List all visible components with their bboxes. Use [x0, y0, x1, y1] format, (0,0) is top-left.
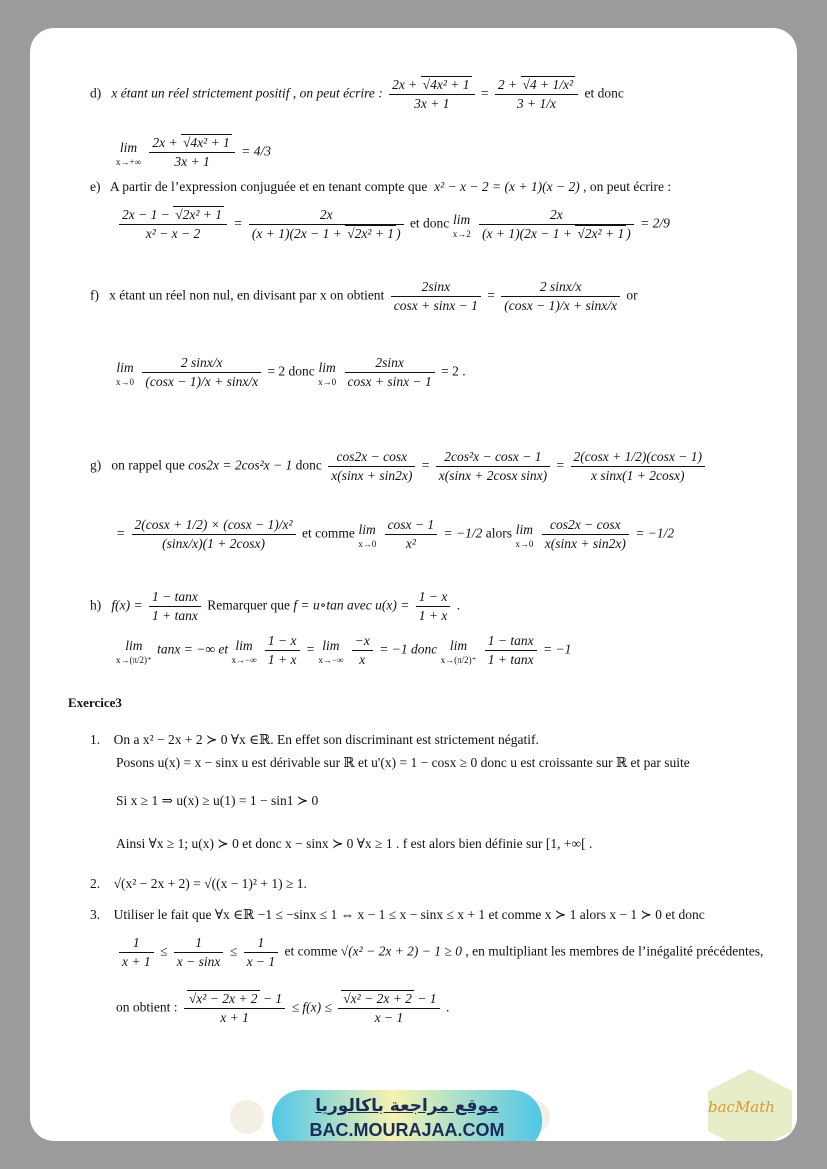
limit-operator: lim x→2 — [452, 211, 471, 239]
fraction: $\frac{1}{x - \sin x}$ — [174, 934, 224, 971]
item-label: d) — [90, 85, 102, 101]
fraction: $\frac{2x}{\text{(x + 1)(2x − 1 + √ 2x² + 1 )}}$ — [479, 206, 634, 243]
item-d-limit: lim x→+∞ $\frac{\text{2x + √ 4x² + 1}}{3x + 1}$ = 4/3 — [116, 134, 271, 171]
limit-operator: lim x→0 — [318, 359, 337, 387]
fraction: $\frac{2\sin x}{\cos x + \sin x - 1}$ — [345, 354, 435, 391]
limit-result: = −1/2 — [635, 525, 675, 541]
item-h: h) f(x) = $\frac{1 - \tan x}{1 + \tan x}$ Remarquer que f = u∘tan avec u(x) = $\frac{1 - x}{1 + x}$ . — [90, 589, 461, 623]
identity: cos2x = 2cos²x − 1 — [188, 457, 293, 473]
item-f-or: or — [626, 287, 638, 303]
item-f-intro: x étant un réel non nul, en divisant par x on obtient — [109, 287, 385, 303]
fraction: $\frac{\text{2x + √ 4x² + 1}}{3x + 1}$ — [389, 76, 474, 113]
ex3-item1-line1 — [90, 731, 539, 749]
fraction: $\frac{\text{2x + √ 4x² + 1}}{3x + 1}$ — [149, 134, 234, 171]
fraction: $\frac{2 \sin x/x}{(\cos x - 1)/x + \sin x/x}$ — [142, 354, 261, 391]
identity: x² − x − 2 = (x + 1)(x − 2) — [434, 179, 580, 194]
item-g-limit: = $\frac{\text{2(cosx + 1/2) × (cosx − 1)/x²}}{(\sin x/x)(1 + 2\cos x)}$ et comme lim x→0 $\frac{\cos x - 1}{\text{x²}}$ = −1/2 alors lim x→0 $\frac{\cos 2x - \cos x}{x(\sin x + \sin 2x)}$ = −1/2 — [116, 517, 675, 551]
banner-site-url: BAC.MOURAJAA.COM — [309, 1120, 505, 1140]
item-e-formula: $\frac{\text{2x − 1 − √ 2x² + 1}}{\text{x² − x − 2}}$ = $\frac{2x}{\text{(x + 1)(2x − 1 + √ 2x² + 1 )}}$ et donc lim x→2 $\frac{2x}{\text{(x + 1)(2x − 1 + √ 2x² + 1 )}}$ = 2/9 — [116, 206, 670, 243]
fraction: $\frac{1}{x + 1}$ — [119, 934, 154, 971]
item-f-eq: = 2 donc — [267, 363, 315, 379]
fraction: $\frac{1 - \tan x}{1 + \tan x}$ — [485, 632, 537, 669]
bacmath-badge — [700, 1066, 797, 1141]
limit-result: 2/9 — [652, 215, 670, 231]
item-label: g) — [90, 457, 102, 473]
item-h-remark: Remarquer que — [207, 597, 291, 613]
item-d: d) x étant un réel strictement positif , on peut écrire : $\frac{\text{2x + √ 4x² + 1}}{3x + 1}$ = $\frac{\text{2 + √ 4 + 1/x²}}{3 + 1/x}$ et donc — [90, 76, 624, 113]
item-number: 2. — [90, 876, 101, 891]
ex3-i3-text1: Utiliser le fait que ∀x ∈ℝ −1 ≤ −sinx ≤ 1 ⇔ x − 1 ≤ x − sinx ≤ x + 1 et comme x ≻ 1 alors x − 1 ≻ 0 et donc — [113, 907, 705, 922]
ex3-item1-line3: Si x ≥ 1 ⇒ u(x) ≥ u(1) = 1 − sin1 ≻ 0 — [116, 793, 319, 808]
banner-arabic-text: موقع مراجعة باكالوريا — [315, 1096, 499, 1116]
ex3-i3-fx: ≤ f(x) ≤ — [291, 999, 332, 1015]
limit-operator: lim x→−∞ — [318, 637, 344, 665]
item-number: 3. — [90, 907, 101, 922]
item-e-intro: A partir de l’expression conjuguée et en tenant compte que — [109, 179, 428, 194]
fraction: $\frac{1 - \tan x}{1 + \tan x}$ — [149, 588, 201, 625]
fraction: $\frac{\text{2cos²x − cosx − 1}}{\text{x(sinx + 2cosx sinx)}}$ — [436, 448, 550, 485]
fraction: $\frac{2\sin x}{\cos x + \sin x - 1}$ — [391, 278, 481, 315]
fraction: $\frac{-x}{x}$ — [352, 632, 373, 669]
limit-result: = −1/2 — [443, 525, 483, 541]
book-logo-icon — [230, 1100, 264, 1134]
item-f-end: = 2 . — [441, 363, 466, 379]
item-g: g) on rappel que cos2x = 2cos²x − 1 donc $\frac{\cos 2x - \cos x}{x(\sin x + \sin 2x)}$ = $\frac{\text{2cos²x − cosx − 1}}{\text{x(sinx + 2cosx sinx)}}$ = $\frac{2(\cos x + 1/2)(\cos x - 1)}{\text{x sinx(1 + 2cosx)}}$ — [90, 448, 708, 485]
ex3-item1-line2: Posons u(x) = x − sinx u est dérivable sur ℝ et u'(x) = 1 − cosx ≥ 0 donc u est croissante sur ℝ et par suite — [116, 755, 690, 770]
ex3-i3-and: et comme — [284, 943, 338, 959]
limit-operator: lim x→(π/2)⁺ — [116, 637, 152, 665]
fraction: $\frac{\text{2x − 1 − √ 2x² + 1}}{\text{x² − x − 2}}$ — [119, 206, 227, 243]
limit-operator: lim x→0 — [358, 521, 377, 549]
item-f-limit — [116, 354, 466, 391]
item-h-limit: lim x→(π/2)⁺ tanx = −∞ et lim x→−∞ $\frac{1 - x}{1 + x}$ = lim x→−∞ $\frac{-x}{x}$ = −1 donc lim x→(π/2)⁺ $\frac{1 - \tan x}{1 + \tan x}$ = −1 — [116, 633, 572, 667]
ex3-i3-end: . — [445, 999, 450, 1015]
item-d-intro: x étant un réel strictement positif , on peut écrire : — [111, 85, 383, 101]
fraction: √ $\frac{\text{x² − 2x + 2 − 1}}{x - 1}$ — [338, 990, 439, 1027]
limit-operator: lim x→(π/2)⁺ — [440, 637, 477, 665]
item-h-comp: f = u∘tan avec u(x) = — [293, 597, 410, 613]
badge-text: bacMath — [708, 1098, 775, 1116]
fraction: $\frac{2(\cos x + 1/2)(\cos x - 1)}{\text{x sinx(1 + 2cosx)}}$ — [571, 448, 705, 485]
item-d-and: et donc — [584, 85, 624, 101]
fraction: $\frac{2 \sin x/x}{(\cos x - 1)/x + \sin x/x}$ — [501, 278, 620, 315]
fraction: $\frac{\cos x - 1}{\text{x²}}$ — [385, 516, 438, 553]
ex3-i3-ineq: √(x² − 2x + 2) − 1 ≥ 0 — [340, 943, 462, 959]
ex3-item2 — [90, 875, 307, 893]
ex3-item3-line1 — [90, 906, 705, 924]
fraction: $\frac{2x}{\text{(x + 1)(2x − 1 + √ 2x² + 1 )}}$ — [249, 206, 404, 243]
fraction: $\frac{\cos 2x - \cos x}{x(\sin x + \sin 2x)}$ — [542, 516, 629, 553]
fraction: $\frac{\text{2(cosx + 1/2) × (cosx − 1)/x²}}{(\sin x/x)(1 + 2\cos x)}$ — [132, 516, 296, 553]
ex3-item3-line3 — [116, 990, 449, 1027]
item-h-l3: = −1 — [542, 641, 572, 657]
ex3-item1-line4: Ainsi ∀x ≥ 1; u(x) ≻ 0 et donc x − sinx ≻ 0 ∀x ≥ 1 . f est alors bien définie sur [1, +∞[ . — [116, 836, 593, 851]
document-page — [30, 28, 797, 1141]
item-g-alors: alors — [485, 525, 513, 541]
item-g-donc: donc — [295, 457, 322, 473]
ex3-i2-text: √(x² − 2x + 2) = √((x − 1)² + 1) ≥ 1. — [113, 876, 307, 891]
item-label: h) — [90, 597, 102, 613]
item-e-tail: , on peut écrire : — [583, 179, 672, 194]
ex3-i1-text1: On a x² − 2x + 2 ≻ 0 ∀x ∈ℝ. En effet son discriminant est strictement négatif. — [113, 732, 539, 747]
fraction: $\frac{1 - x}{1 + x}$ — [265, 632, 300, 669]
item-h-l1: tanx = −∞ et — [157, 641, 229, 657]
fraction: $\frac{1 - x}{1 + x}$ — [416, 588, 451, 625]
item-e-and: et donc — [409, 215, 450, 231]
ex3-i3-tail: , en multipliant les membres de l’inégalité précédentes, — [465, 943, 764, 959]
ex3-item3-line2: $\frac{1}{x + 1}$ ≤ $\frac{1}{x - \sin x}$ ≤ $\frac{1}{x - 1}$ et comme √(x² − 2x + 2) − 1 ≥ 0 , en multipliant les membres de l’inégalité précédentes, — [116, 934, 763, 971]
item-label: e) — [90, 179, 101, 194]
item-number: 1. — [90, 732, 101, 747]
ex3-i3-obtain: on obtient : — [116, 999, 178, 1015]
fraction: $\frac{1}{x - 1}$ — [244, 934, 279, 971]
fraction: √ $\frac{\text{x² − 2x + 2 − 1}}{x + 1}$ — [184, 990, 285, 1027]
item-g-intro: on rappel que — [111, 457, 185, 473]
exercise3-title: Exercice3 — [68, 695, 122, 710]
limit-operator: lim x→0 — [515, 521, 534, 549]
item-h-def: f(x) = — [111, 597, 143, 613]
limit-operator: lim x→−∞ — [231, 637, 257, 665]
item-g-as: et comme — [301, 525, 355, 541]
limit-operator: lim x→0 — [116, 359, 134, 387]
limit-operator: lim x→+∞ — [116, 139, 141, 167]
site-banner[interactable] — [272, 1090, 542, 1141]
limit-result: 4/3 — [253, 143, 271, 159]
item-f: f) x étant un réel non nul, en divisant par x on obtient $\frac{2\sin x}{\cos x + \sin x - 1}$ = $\frac{2 \sin x/x}{(\cos x - 1)/x + \sin x/x}$ or — [90, 279, 638, 313]
item-e — [90, 178, 671, 196]
item-h-l2: = −1 donc — [379, 641, 438, 657]
fraction: $\frac{\text{2 + √ 4 + 1/x²}}{3 + 1/x}$ — [495, 76, 578, 113]
item-label: f) — [90, 287, 99, 303]
fraction: $\frac{\cos 2x - \cos x}{x(\sin x + \sin 2x)}$ — [328, 448, 415, 485]
